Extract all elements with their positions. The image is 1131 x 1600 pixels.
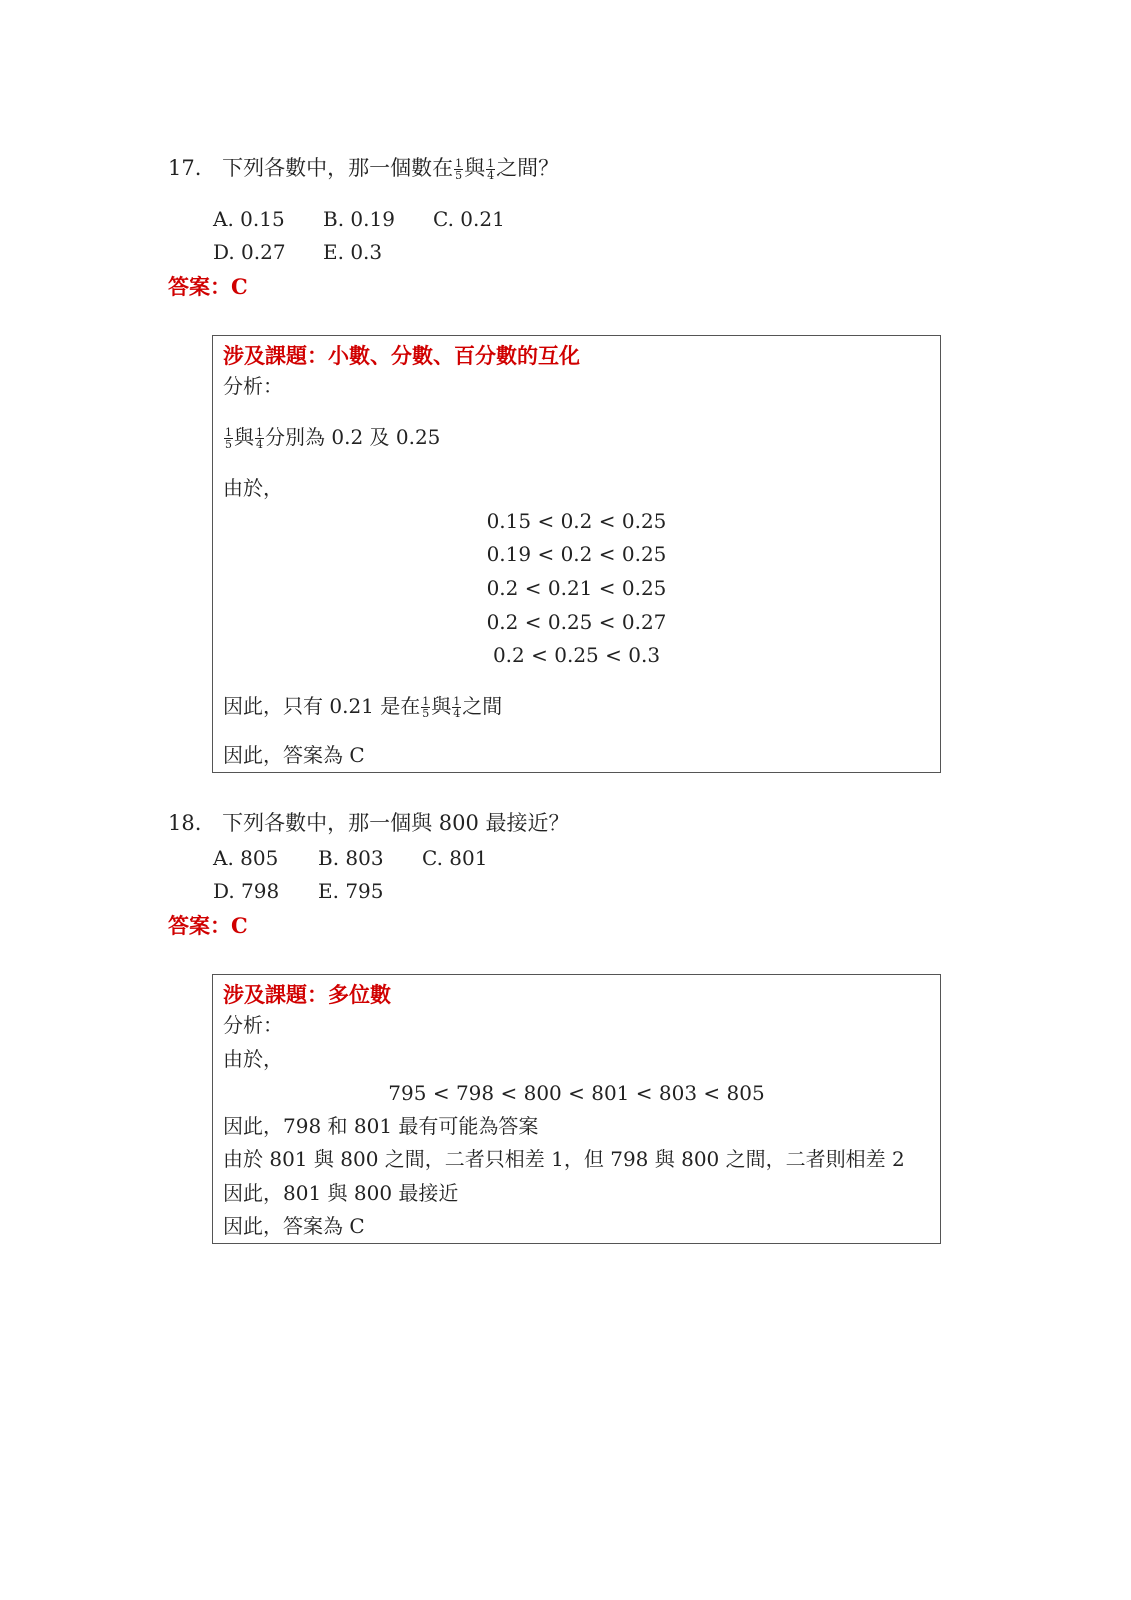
topic-heading: 涉及課題：多位數 [223, 982, 391, 1007]
conclusion-line [223, 693, 502, 719]
fraction-numerator: 1 [487, 157, 495, 170]
fraction-denominator: 4 [256, 438, 263, 451]
text-part: 之間 [462, 694, 503, 718]
reasoning-line-2: 由於 801 與 800 之間，二者只相差 1，但 798 與 800 之間，二者則相差 2 [223, 1147, 905, 1171]
question-text-part: 下列各數中，那一個數在 [222, 156, 454, 180]
inequality-1: 0.15 < 0.2 < 0.25 [486, 509, 667, 533]
fraction-one-fourth [452, 696, 461, 719]
since-label: 由於， [223, 1047, 283, 1071]
option-d: D. 0.27 [213, 240, 286, 264]
answer-17: 答案：C [168, 274, 248, 299]
inequality-4: 0.2 < 0.25 < 0.27 [486, 610, 667, 634]
fraction-one-fifth [454, 158, 463, 181]
text-part: 與 [431, 694, 452, 718]
fraction-conversion-line [223, 424, 440, 450]
question-text-part: 與 [464, 156, 486, 180]
option-a: A. 805 [213, 846, 279, 870]
fraction-one-fifth [421, 696, 430, 719]
fraction-one-fourth [255, 427, 264, 450]
question-text [222, 156, 559, 180]
fraction-denominator: 5 [422, 707, 430, 720]
fraction-denominator: 5 [455, 169, 463, 182]
inequality-chain: 795 < 798 < 800 < 801 < 803 < 805 [388, 1081, 765, 1105]
text-part: 因此，只有 0.21 是在 [223, 694, 421, 718]
option-b: B. 0.19 [323, 207, 395, 231]
answer-18: 答案：C [168, 913, 248, 938]
question-text-part: 之間？ [496, 156, 560, 180]
fraction-denominator: 5 [225, 438, 232, 451]
option-e: E. 0.3 [323, 240, 383, 264]
option-d: D. 798 [213, 879, 280, 903]
option-c: C. 0.21 [433, 207, 505, 231]
fraction-denominator: 4 [487, 169, 495, 182]
fraction-denominator: 4 [453, 707, 461, 720]
fraction-numerator: 1 [453, 695, 461, 708]
fraction-numerator: 1 [256, 426, 263, 439]
fraction-numerator: 1 [455, 157, 463, 170]
option-b: B. 803 [318, 846, 384, 870]
text-part: 分別為 0.2 及 0.25 [265, 425, 441, 449]
question-text: 下列各數中，那一個與 800 最接近？ [222, 811, 570, 835]
fraction-numerator: 1 [422, 695, 430, 708]
final-answer-line: 因此，答案為 C [223, 1214, 365, 1238]
option-e: E. 795 [318, 879, 384, 903]
option-c: C. 801 [422, 846, 488, 870]
final-answer-line: 因此，答案為 C [223, 743, 365, 767]
analysis-label: 分析： [223, 1013, 283, 1037]
analysis-box-18 [212, 974, 941, 1244]
topic-heading: 涉及課題：小數、分數、百分數的互化 [223, 343, 580, 368]
inequality-5: 0.2 < 0.25 < 0.3 [492, 643, 661, 667]
question-number: 17. [168, 156, 202, 180]
analysis-box-17 [212, 335, 941, 773]
analysis-label: 分析： [223, 374, 283, 398]
fraction-numerator: 1 [225, 426, 232, 439]
fraction-one-fifth [224, 427, 233, 450]
inequality-3: 0.2 < 0.21 < 0.25 [486, 576, 667, 600]
question-number: 18. [168, 811, 202, 835]
since-label: 由於， [223, 476, 283, 500]
fraction-one-fourth [486, 158, 495, 181]
question-18 [168, 809, 570, 837]
inequality-2: 0.19 < 0.2 < 0.25 [486, 542, 667, 566]
question-17 [168, 154, 559, 182]
option-a: A. 0.15 [213, 207, 285, 231]
text-part: 與 [234, 425, 254, 449]
reasoning-line-1: 因此，798 和 801 最有可能為答案 [223, 1114, 539, 1138]
reasoning-line-3: 因此，801 與 800 最接近 [223, 1181, 459, 1205]
